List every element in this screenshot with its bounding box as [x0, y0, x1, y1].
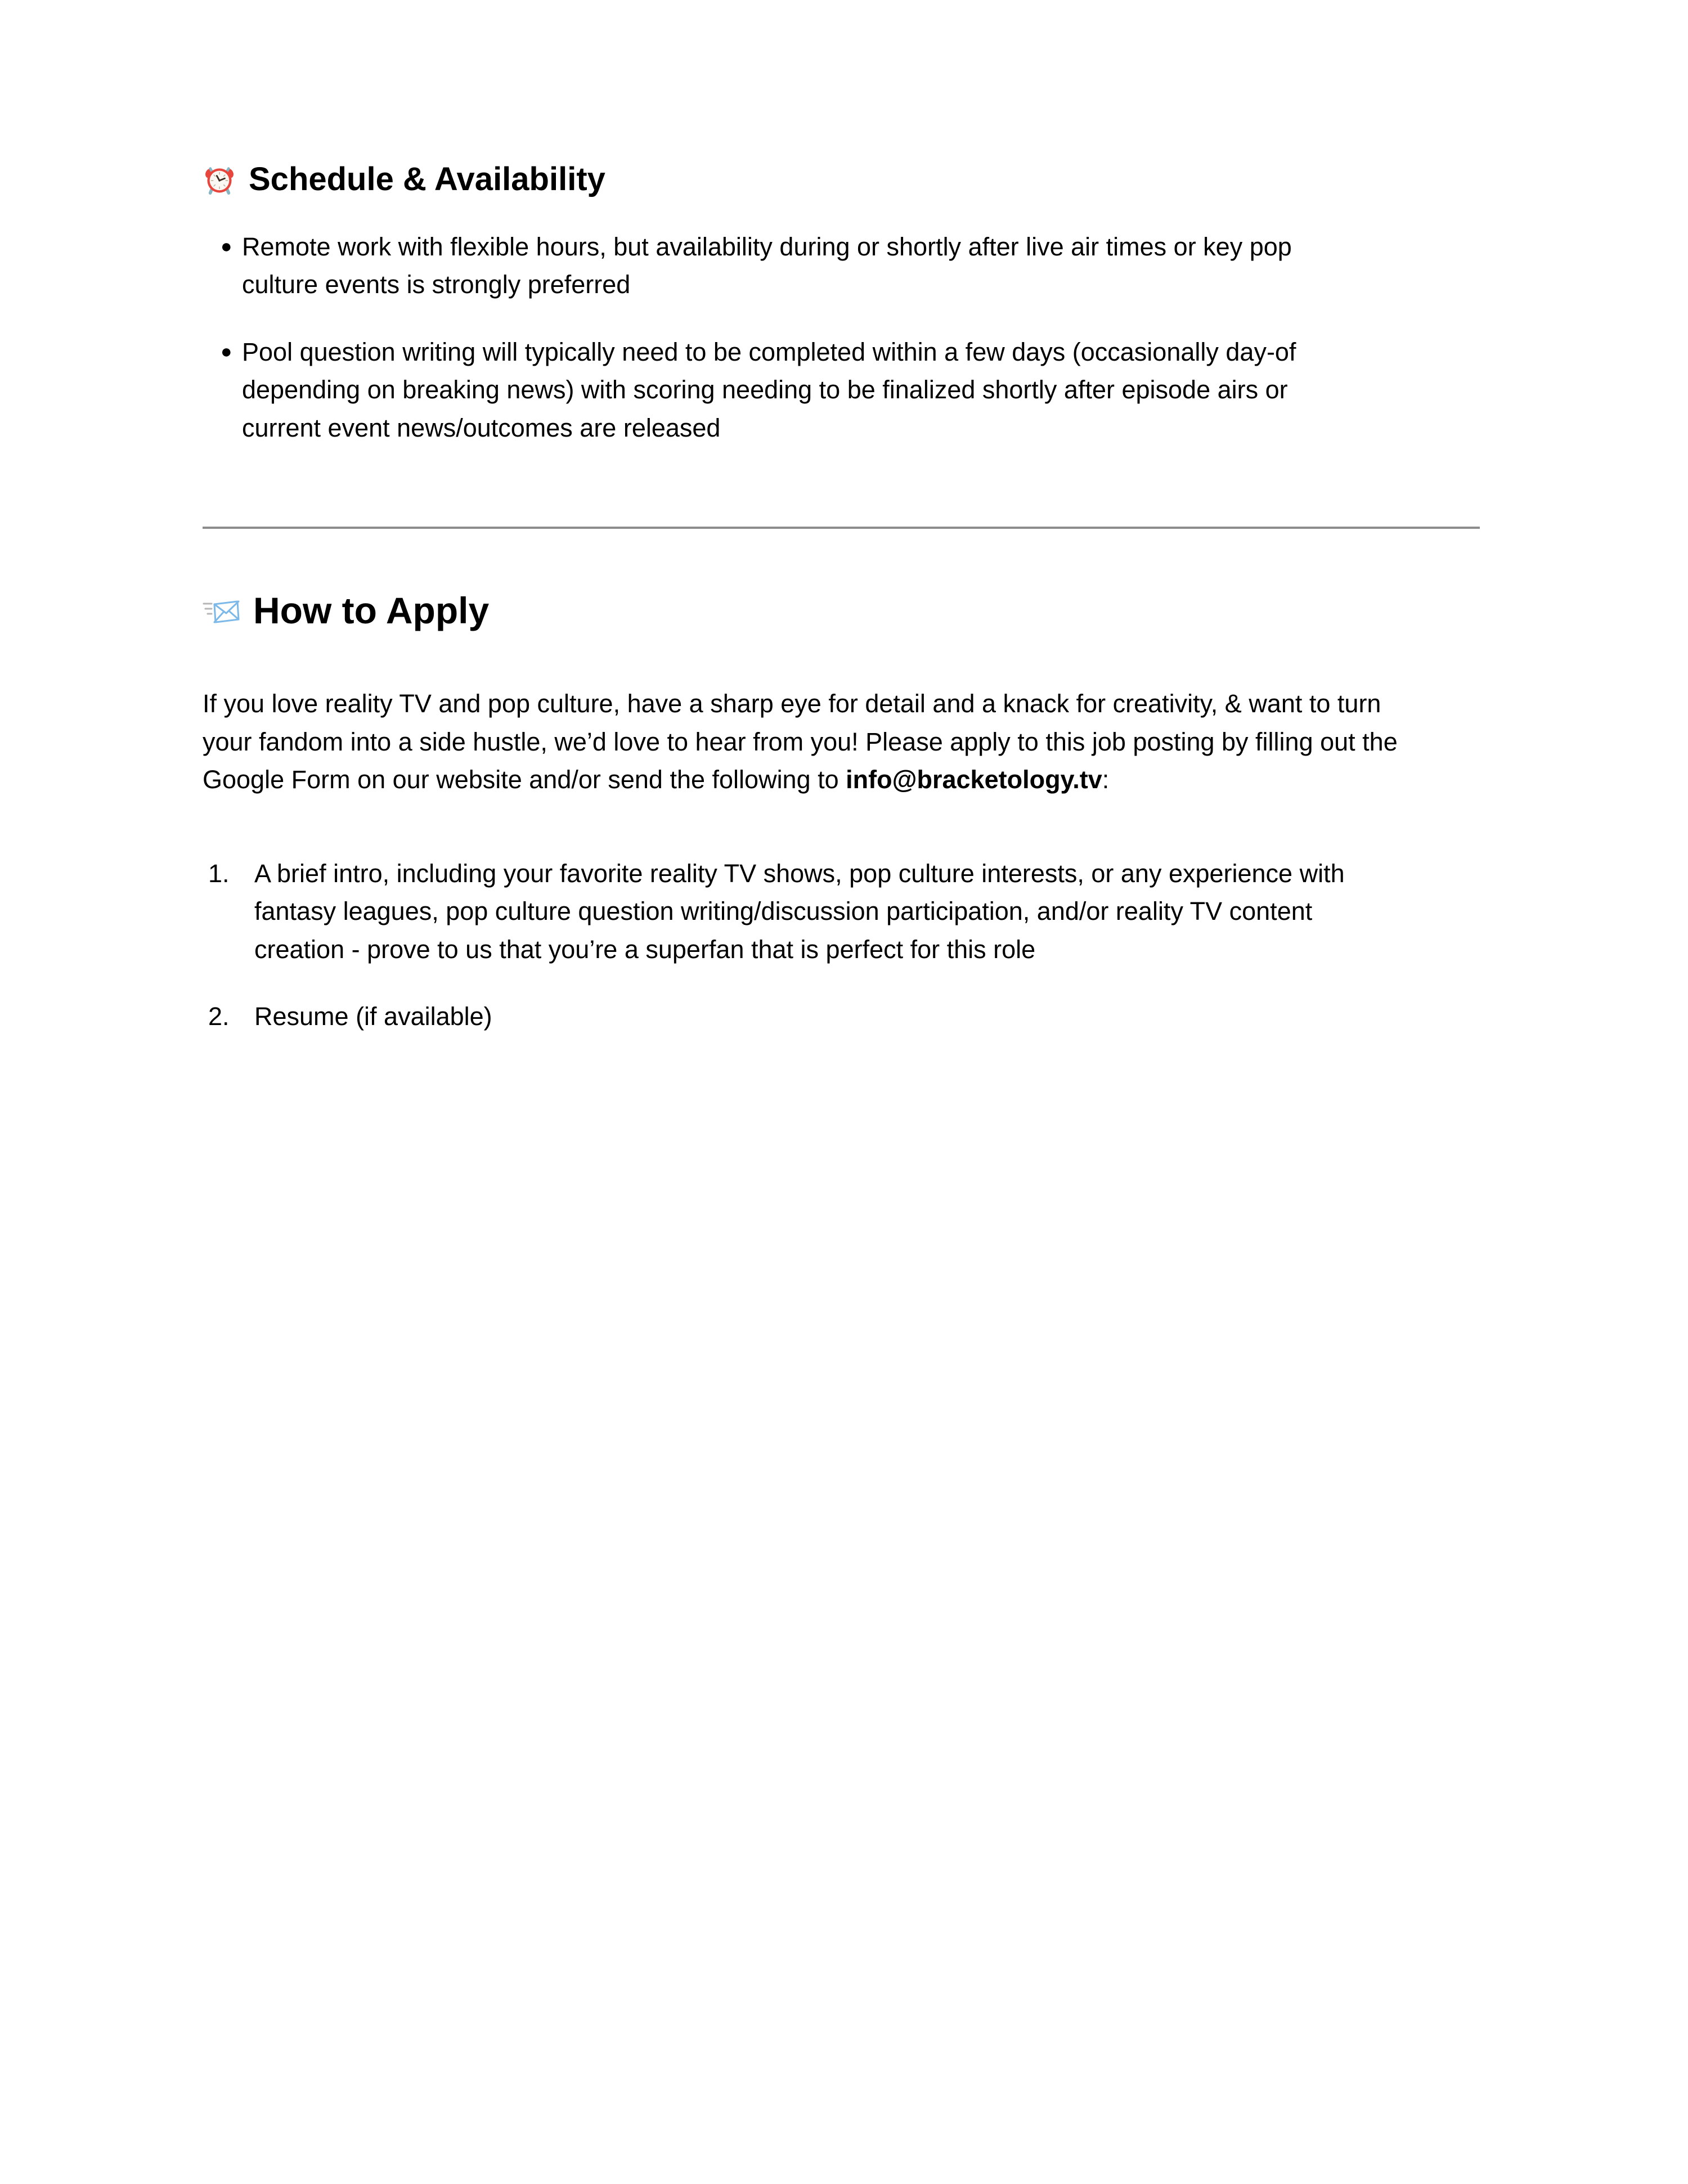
how-to-apply-numbered-list	[203, 855, 1446, 1036]
list-number-marker: 1.	[208, 859, 230, 888]
schedule-heading-label: Schedule & Availability	[249, 161, 605, 197]
how-to-apply-heading-spacer	[203, 632, 1446, 659]
contact-email[interactable]: info@bracketology.tv	[846, 765, 1102, 794]
bullet-text: Pool question writing will typically need to be completed within a few days (occasionally day-of depending on breaking news) with scoring needing to be finalized shortly after episode airs or current event news/outcomes are released	[242, 337, 1296, 442]
bullet-marker: ●	[221, 340, 232, 362]
list-item	[203, 855, 1446, 969]
schedule-bullet-list	[203, 228, 1446, 447]
list-item	[203, 997, 1446, 1036]
top-spacer	[203, 0, 1446, 161]
list-item	[203, 228, 1446, 304]
schedule-heading	[203, 161, 1446, 199]
paragraph-lead-text: If you love reality TV and pop culture, have a sharp eye for detail and a knack for creativity, & want to turn your fandom into a side hustle, we’d love to hear from you! Please apply to this job posting by filling out the Google Form on our website and/or send the following to	[203, 689, 1398, 794]
paragraph-trail-text: :	[1102, 765, 1110, 794]
schedule-heading-spacer	[203, 199, 1446, 228]
list-item-text: Resume (if available)	[254, 1002, 492, 1031]
how-to-apply-heading-label: How to Apply	[253, 590, 490, 632]
list-item-text: A brief intro, including your favorite reality TV shows, pop culture interests, or any experience with fantasy leagues, pop culture question writing/discussion participation, and/or reality TV content creation - prove to us that you’re a superfan that is perfect for this role	[254, 859, 1345, 964]
list-item	[203, 333, 1446, 447]
pre-ordered-list-spacer	[203, 824, 1446, 855]
how-to-apply-heading	[203, 590, 1446, 632]
pre-divider-spacer	[203, 447, 1446, 527]
post-divider-spacer	[203, 529, 1446, 590]
bullet-text: Remote work with flexible hours, but availability during or shortly after live air times or key pop culture events is strongly preferred	[242, 232, 1292, 299]
list-number-marker: 2.	[208, 1002, 230, 1031]
bullet-marker: ●	[221, 235, 232, 257]
how-to-apply-paragraph	[203, 685, 1429, 799]
page-content	[203, 0, 1446, 1036]
alarm-clock-icon	[203, 163, 236, 196]
incoming-envelope-icon	[203, 596, 241, 626]
